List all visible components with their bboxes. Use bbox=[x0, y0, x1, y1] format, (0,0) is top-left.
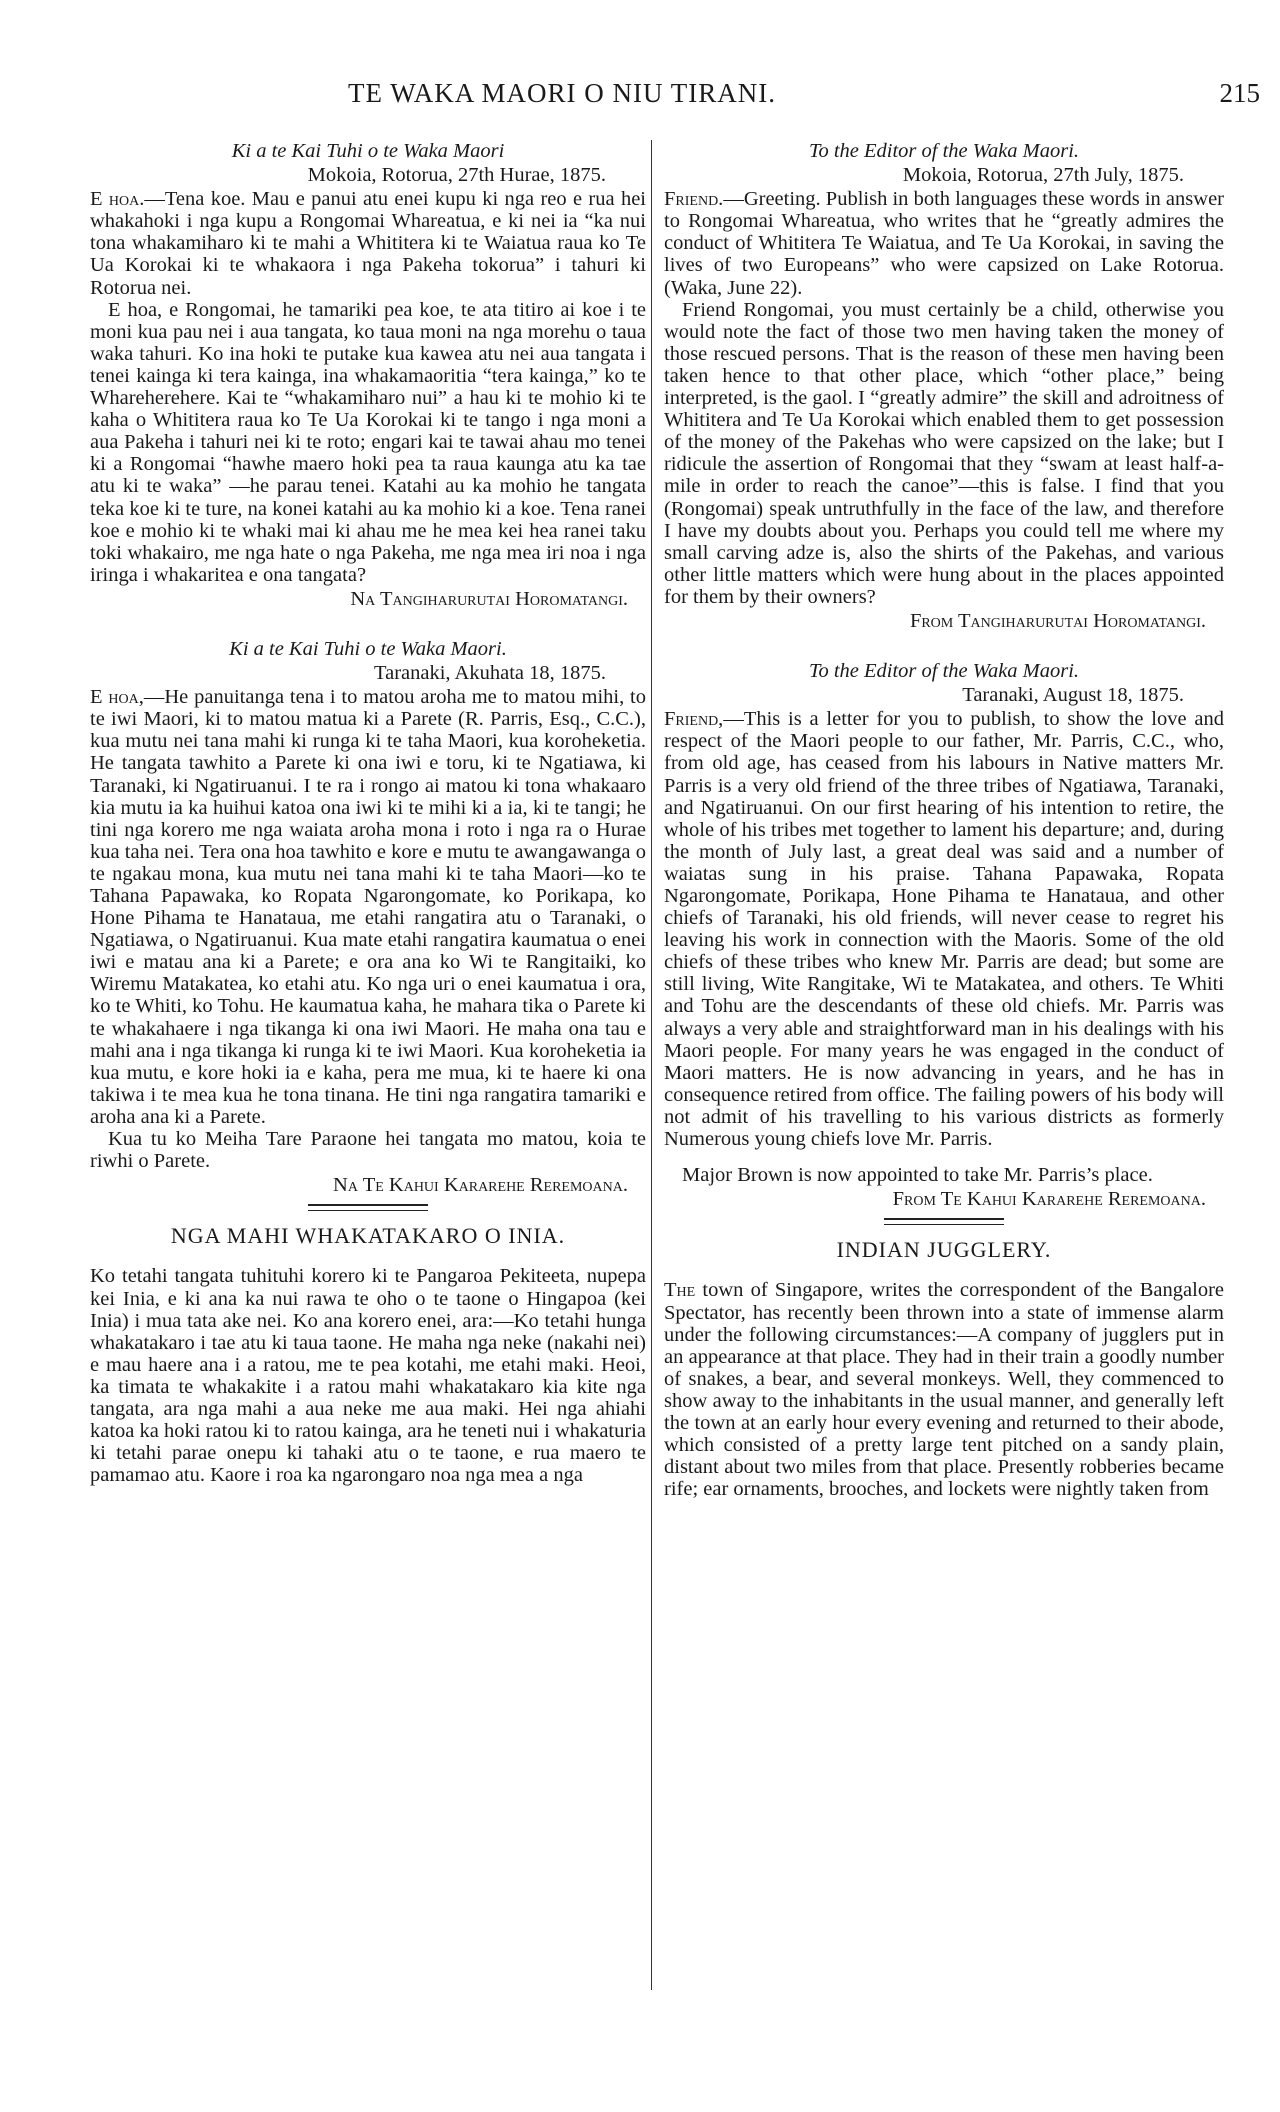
english-letter-taranaki bbox=[664, 660, 1224, 1210]
spacer bbox=[90, 610, 646, 638]
maori-letter-taranaki bbox=[90, 638, 646, 1196]
right-column bbox=[664, 140, 1224, 1500]
salutation: Friend. bbox=[664, 188, 724, 211]
paragraph-text: —Tena koe. Mau e panui atu enei kupu ki nga reo e rua hei whakahoki i nga kupu a Rongomai Whareatua, e ki nei ia “ka nui tona whakamiharo ki te mahi a Whititera ki te Waiatua raua ko Te Ua Korokai ki te whakaora i nga Pakeha tokorua” i tahuri ki Rotorua nei. bbox=[90, 188, 646, 299]
page-number: 215 bbox=[1219, 78, 1260, 108]
salutation: E hoa. bbox=[90, 188, 145, 211]
letter-paragraph bbox=[90, 188, 646, 298]
paragraph-text: —He panuitanga tena i to matou aroha me to matou mihi, to te iwi Maori, ki to matou matua ki a Parete (R. Parris, Esq., C.C.), kua mutu nei tana mahi ki runga ki te taha Maori, kua koroheketia. He tangata tawhito a Parete ki ona iwi e toru, ki te Ngatiawa, ki Taranaki, ki Ngatiruanui. I te ra i rongo ai matou ki tona whakaaro kia mutu ia ka huihui katoa ona iwi ki te mihi ki a ia, ki te tangi; he tini nga korero me nga waiata aroha mona i roto i nga ra o Hurae kua taha nei. Tera ona hoa tawhito e kore e mutu te awangawanga o te ngakau mona, kua mutu nei tana mahi ki te taha Maori—ko te Tahana Papawaka, ko Ropata Ngarongomate, ko Porikapa, ko Hone Pihama te Hanataua, me etahi rangatira atu o Taranaki, o Ngatiawa, o Ngatiruanui. Kua mate etahi rangatira kaumatua o enei iwi e matau ana ki a Parete; e ora ana ko Wi te Rangitaiki, ko Wiremu Matakatea, ko etahi atu. Ko nga uri o enei kaumatua i ora, ko te Whiti, ko Tohu. He kaumatua kaha, he mahara tika o Parete ki te whakahaere i nga tikanga ki ona iwi Maori. He maha ona tau e mahi ana i nga tikanga ki runga ki te iwi Maori. Kua koroheketia ia kua mutu, e kore hoki ia e kaha, pera me mua, ki te haere ki ona takiwa i te mea kua he tona tinana. He tini nga rangatira tamariki e aroha ana ki a Parete. bbox=[90, 686, 647, 1128]
article-maori-jugglery bbox=[90, 1225, 646, 1486]
article-title: NGA MAHI WHAKATAKARO O INIA. bbox=[170, 1223, 566, 1249]
letter-dateline: Mokoia, Rotorua, 27th July, 1875. bbox=[902, 164, 1184, 187]
article-paragraph bbox=[664, 1279, 1224, 1500]
paragraph-text: —This is a letter for you to publish, to show the love and respect of the Maori people to our father, Mr. Parris, C.C., who, from old age, has ceased from his labours in Native matters Mr. Parris is a very old friend of the three tribes of Ngatiawa, Taranaki, and Ngatiruanui. On our first hearing of his intention to retire, the whole of his tribes met together to lament his departure; and, during the month of July last, a great deal was said and a number of waiatas sung in his praise. Tahana Papawaka, Ropata Ngarongomate, Porikapa, Hone Pihama te Hanataua, and other chiefs of Taranaki, his old friends, will never cease to regret his leaving his work in connection with the Maoris. Some of the old chiefs of these tribes who knew Mr. Parris are dead; but some are still living, Wite Rangitake, Wi te Matakatea, and others. Te Whiti and Tohu are the descendants of these old chiefs. Mr. Parris was always a very able and straightforward man in his dealings with his Maori people. For many years he was engaged in the conduct of Maori matters. He is now advancing in years, and he has in consequence retired from office. The failing powers of his body will not admit of his travelling to his various districts as formerly Numerous young chiefs love Mr. Parris. bbox=[664, 708, 1224, 1151]
salutation: E hoa, bbox=[90, 686, 144, 709]
article-paragraph: Ko tetahi tangata tuhituhi korero ki te Pangaroa Pekiteeta, nupepa kei Inia, e ki ana ka nui rawa te oho o te taone o Hingapoa (kei Inia) i mua tata ake nei. Ko ana korero enei, ara:—Ko tetahi hunga whakatakaro i tae atu ki taua taone. He maha nga neke (nakahi nei) e mau haere ana i a ratou, me te pea kotahi, me etahi maki. Heoi, ka timata te whakakite i a ratou mahi whakatakaro kia kite nga tangata, ara nga mahi a aua neke me aua maki. Hei nga ahiahi katoa ka hoki ratou ki to ratou kainga, ara he teneti nui i whakaturia ki tetahi parae onepu ki tahaki atu o te taone, e rua maero te pamamao atu. Kaore i roa ka ngarongaro noa nga mea a nga bbox=[90, 1265, 646, 1487]
section-rule bbox=[308, 1204, 428, 1211]
spacer bbox=[664, 632, 1224, 660]
salutation: Friend, bbox=[664, 708, 724, 731]
page-header bbox=[80, 78, 1260, 112]
article-lead-word: The bbox=[664, 1279, 696, 1302]
english-letter-rotorua bbox=[664, 140, 1224, 632]
letter-heading: To the Editor of the Waka Maori. bbox=[808, 660, 1080, 683]
letter-signature: From Tangiharuruтai Horomatangi. bbox=[909, 609, 1206, 632]
article-indian-jugglery bbox=[664, 1239, 1224, 1500]
article-title: INDIAN JUGGLERY. bbox=[836, 1237, 1052, 1263]
letter-signature: Na Tangiharuruтai Horomatangi. bbox=[350, 587, 628, 610]
letter-heading: Ki a te Kai Tuhi o te Waka Maori. bbox=[229, 637, 507, 660]
letter-paragraph bbox=[664, 188, 1224, 298]
letter-paragraph bbox=[90, 686, 646, 1128]
paragraph-text: town of Singapore, writes the correspondent of the Bangalore Spectator, has recently been thrown into a state of immense alarm under the following circumstances:—A company of jugglers put in an appearance at that place. They had in their train a goodly number of snakes, a bear, and several monkeys. Well, they commenced to show away to the inhabitants in the usual manner, and generally left the town at an early hour every evening and returned to their abode, which consisted of a pretty large tent pitched on a sandy plain, distant about two miles from that place. Presently robberies became rife; ear ornaments, brooches, and lockets were nightly taken from bbox=[664, 1279, 1224, 1501]
left-column bbox=[90, 140, 646, 1486]
letter-paragraph: Major Brown is now appointed to take Mr. Parris’s place. bbox=[682, 1164, 1153, 1187]
letter-dateline: Taranaki, August 18, 1875. bbox=[962, 684, 1184, 707]
newspaper-title: TE WAKA MAORI O NIU TIRANI. bbox=[348, 78, 776, 108]
letter-signature: Na Te Kahui Kararehe Reremoana. bbox=[333, 1174, 628, 1197]
letter-paragraph: E hoa, e Rongomai, he tamariki pea koe, te ata titiro ai koe i te moni kua pau nei i aua tangata, ko taua moni na nga morehu o taua waka tahuri. Ko ina hoki te putake kua kawea atu nei aua tangata i tenei kainga ki tera kainga, ina whakamaoritia “tera kainga,” ko te Whareherehere. Kai te “whakamiharo nui” a hau ki te mohio ki te kaha o Whititera raua ko Te Ua Korokai ki te tango i nga moni a aua Pakeha i tahuri nei ki te roto; engari kai te tawai ahau mo tenei ki a Rongomai “hawhe maero hoki pea ta raua kaunga atu ka tae atu ki te waka” —he parau tenei. Katahi au ka mohio he tangata teka koe ki te ture, na konei katahi au ka mohio ki a koe. Tena ranei koe e mohio ki te whaki mai ki ahau me he mea kei hea ranei taku toki whakairo, me nga hate o nga Pakeha, me nga mea iri noa i nga iringa i whakaritea e ona tangata? bbox=[90, 298, 646, 586]
column-divider bbox=[651, 140, 652, 1990]
letter-paragraph: Friend Rongomai, you must certainly be a child, otherwise you would note the fact of those two men having taken the money of those rescued persons. That is the reason of these men having been taken hence to that other place, which “other place,” being interpreted, is the gaol. I “greatly admire” the skill and adroitness of Whititera and Te Ua Korokai which enabled them to get possession of the money of the Pakehas who were capsized on the lake; but I ridicule the assertion of Rongomai that they “swam at least half-a-mile in order to reach the canoe”—this is false. I find that you (Rongomai) speak untruthfully in the face of the law, and therefore I have my doubts about you. Perhaps you could tell me where my small carving adze is, also the shirts of the Pakehas, and various other little matters which were hung about in the places appointed for them by their owners? bbox=[664, 298, 1224, 608]
letter-signature: From Te Kahui Kararehe Reremoana. bbox=[892, 1188, 1206, 1211]
letter-dateline: Mokoia, Rotorua, 27th Hurae, 1875. bbox=[307, 164, 606, 187]
letter-dateline: Taranaki, Akuhata 18, 1875. bbox=[374, 662, 606, 685]
letter-paragraph bbox=[664, 708, 1224, 1150]
section-rule bbox=[884, 1218, 1004, 1225]
letter-heading: To the Editor of the Waka Maori. bbox=[808, 140, 1080, 162]
letter-paragraph: Kua tu ko Meiha Tare Paraone hei tangata mo matou, koia te riwhi o Parete. bbox=[90, 1128, 646, 1173]
paragraph-text: —Greeting. Publish in both languages these words in answer to Rongomai Whareatua, who writes that he “greatly admires the conduct of Whititera Te Waiatua, and Te Ua Korokai, in saving the lives of two Europeans” who were capsized on Lake Rotorua. (Waka, June 22). bbox=[664, 188, 1224, 299]
letter-heading: Ki a te Kai Tuhi o te Waka Maori bbox=[231, 140, 505, 162]
maori-letter-rotorua bbox=[90, 140, 646, 610]
